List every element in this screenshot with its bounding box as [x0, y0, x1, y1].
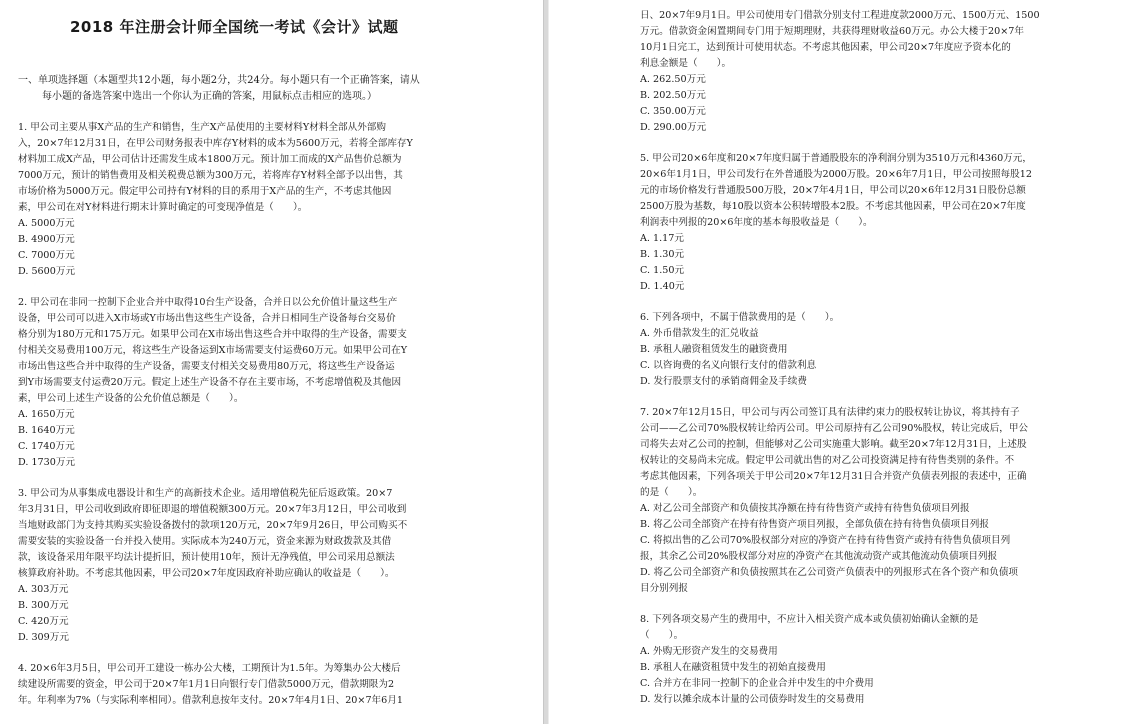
question-text-line: 公司——乙公司70%股权转让给丙公司。甲公司原持有乙公司90%股权，转让完成后，甲公 — [640, 423, 1029, 434]
question-text-line: 20×6年1月1日，甲公司发行在外普通股为2000万股。20×6年7月1日，甲公司按照每股12 — [640, 169, 1032, 180]
question-text-line: 当地财政部门为支持其购买实验设备拨付的款项120万元，20×7年9月26日，甲公司购买不 — [18, 520, 408, 531]
question-text-line: 需要安装的实验设备一台并投入使用。实际成本为240万元，资金来源为财政拨款及其借 — [18, 536, 392, 547]
answer-option[interactable]: B. 4900万元 — [18, 234, 75, 245]
question-text-line: 年。年利率为7%（与实际利率相同）。借款利息按年支付。20×7年4月1日、20×7年6月1 — [18, 695, 403, 706]
question-text-line: 7000万元，预计的销售费用及相关税费总额为300万元，若将库存Y材料全部予以出售，其 — [18, 170, 403, 181]
question-block — [640, 612, 1080, 708]
question-text-line: 付相关交易费用100万元，将这些生产设备运到X市场需要支付运费60万元。如果甲公司在Y — [18, 345, 408, 356]
question-text-line: 市场出售这些合并中取得的生产设备，需要支付相关交易费用80万元，将这些生产设备运 — [18, 361, 395, 372]
question-text-line: 格分别为180万元和175万元。如果甲公司在X市场出售这些合并中取得的生产设备，需要支 — [18, 329, 407, 340]
question-text-line: 1. 甲公司主要从事X产品的生产和销售，生产X产品使用的主要材料Y材料全部从外部购 — [18, 122, 386, 133]
answer-option[interactable]: A. 外购无形资产发生的交易费用 — [640, 646, 778, 657]
answer-option[interactable]: D. 5600万元 — [18, 266, 76, 277]
question-text-line: 入，20×7年12月31日，在甲公司财务报表中库存Y材料的成本为5600万元，若将全部库存Y — [18, 138, 413, 149]
question-block — [640, 405, 1080, 597]
question-block — [640, 151, 1080, 295]
answer-option[interactable]: B. 300万元 — [18, 600, 69, 611]
answer-option[interactable]: B. 1.30元 — [640, 249, 685, 260]
question-text-line: （ ）。 — [640, 630, 684, 641]
question-text-line: 年3月31日，甲公司收到政府即征即退的增值税额300万元。20×7年3月12日，甲公司收到 — [18, 504, 407, 515]
question-text-line: 素，甲公司在对Y材料进行期末计算时确定的可变现净值是（ ）。 — [18, 202, 308, 213]
answer-option[interactable]: C. 1.50元 — [640, 265, 685, 276]
answer-option[interactable]: C. 7000万元 — [18, 250, 75, 261]
answer-option[interactable]: C. 1740万元 — [18, 441, 75, 452]
answer-option[interactable]: C. 将拟出售的乙公司70%股权部分对应的净资产在持有待售资产或持有待售负债项目列 — [640, 535, 1011, 546]
question-text-line: 的是（ ）。 — [640, 487, 703, 498]
answer-option[interactable]: D. 309万元 — [18, 632, 69, 643]
question-text-line: 司将失去对乙公司的控制，但能够对乙公司实施重大影响。截至20×7年12月31日，上述股 — [640, 439, 1027, 450]
question-text-line: 设备，甲公司可以进入X市场或Y市场出售这些生产设备，合并日相同生产设备每台交易价 — [18, 313, 396, 324]
answer-option[interactable]: B. 1640万元 — [18, 425, 75, 436]
question-text-line: 7. 20×7年12月15日，甲公司与丙公司签订具有法律约束力的股权转让协议，将其持有子 — [640, 407, 1020, 418]
question-text-line: 核算政府补助。不考虑其他因素，甲公司20×7年度因政府补助应确认的收益是（ ）。 — [18, 568, 395, 579]
answer-option[interactable]: B. 承租人在融资租赁中发生的初始直接费用 — [640, 662, 826, 673]
question-text-line: 市场价格为5000万元。假定甲公司持有Y材料的目的系用于X产品的生产，不考虑其他因 — [18, 186, 392, 197]
question-text-line: 续建设所需要的资金，甲公司于20×7年1月1日向银行专门借款5000万元，借款期限为2 — [18, 679, 395, 690]
question-text-line: 日、20×7年9月1日。甲公司使用专门借款分别支付工程进度款2000万元、1500万元、1500 — [640, 10, 1040, 21]
right-question-list — [640, 8, 1080, 708]
answer-option[interactable]: C. 350.00万元 — [640, 106, 706, 117]
question-block — [18, 120, 458, 280]
answer-option[interactable]: C. 以咨询费的名义向银行支付的借款利息 — [640, 360, 817, 371]
answer-option[interactable]: A. 对乙公司全部资产和负债按其净额在持有待售资产或持有待售负债项目列报 — [640, 503, 970, 514]
question-text-line: 素，甲公司上述生产设备的公允价值总额是（ ）。 — [18, 393, 244, 404]
question-text-line: 考虑其他因素，下列各项关于甲公司20×7年12月31日合并资产负债表列报的表述中，正确 — [640, 471, 1027, 482]
answer-option[interactable]: A. 262.50万元 — [640, 74, 706, 85]
answer-option[interactable]: B. 承租人融资租赁发生的融资费用 — [640, 344, 788, 355]
question-block — [18, 295, 458, 471]
answer-option[interactable]: B. 202.50万元 — [640, 90, 706, 101]
page-title: 2018 年注册会计师全国统一考试《会计》试题 — [70, 18, 399, 36]
answer-option[interactable]: A. 5000万元 — [18, 218, 75, 229]
question-text-line: 2. 甲公司在非同一控制下企业合并中取得10台生产设备，合并日以公允价值计量这些生产 — [18, 297, 398, 308]
question-text-line: 权转让的交易尚未完成。假定甲公司就出售的对乙公司投资满足持有待售类别的条件。不 — [640, 455, 1015, 466]
page-divider — [543, 0, 549, 724]
answer-option[interactable]: D. 290.00万元 — [640, 122, 707, 133]
answer-option[interactable]: D. 1.40元 — [640, 281, 685, 292]
question-text-line: 3. 甲公司为从事集成电器设计和生产的高新技术企业。适用增值税先征后返政策。20×7 — [18, 488, 393, 499]
answer-option[interactable]: C. 合并方在非同一控制下的企业合并中发生的中介费用 — [640, 678, 874, 689]
question-text-line: 利息金额是（ ）。 — [640, 58, 732, 69]
question-text-line: 4. 20×6年3月5日，甲公司开工建设一栋办公大楼，工期预计为1.5年。为筹集办公大楼后 — [18, 663, 401, 674]
answer-option[interactable]: C. 420万元 — [18, 616, 69, 627]
answer-option[interactable]: D. 发行以摊余成本计量的公司债券时发生的交易费用 — [640, 694, 865, 705]
question-text-line: 8. 下列各项交易产生的费用中，不应计入相关资产成本或负债初始确认金额的是 — [640, 614, 979, 625]
answer-option[interactable]: 目分别列报 — [640, 583, 688, 594]
answer-option[interactable]: D. 1730万元 — [18, 457, 76, 468]
right-page — [640, 0, 1080, 724]
left-page — [18, 0, 458, 724]
left-question-list — [18, 120, 458, 709]
question-text-line: 5. 甲公司20×6年度和20×7年度归属于普通股股东的净利润分别为3510万元和4360万元， — [640, 153, 1032, 164]
question-block — [18, 661, 458, 709]
question-block — [640, 310, 1080, 390]
question-text-line: 到Y市场需要支付运费20万元。假定上述生产设备不存在主要市场，不考虑增值税及其他因 — [18, 377, 402, 388]
section-heading-line-2: 每小题的备选答案中选出一个你认为正确的答案，用鼠标点击相应的选项。） — [42, 91, 377, 102]
answer-option[interactable]: 报，其余乙公司20%股权部分对应的净资产在其他流动资产或其他流动负债项目列报 — [640, 551, 998, 562]
answer-option[interactable]: D. 发行股票支付的承销商佣金及手续费 — [640, 376, 807, 387]
question-text-line: 2500万股为基数，每10股以资本公积转增股本2股。不考虑其他因素，甲公司在20×7年度 — [640, 201, 1026, 212]
answer-option[interactable]: A. 1.17元 — [640, 233, 684, 244]
answer-option[interactable]: A. 1650万元 — [18, 409, 75, 420]
question-text-line: 6. 下列各项中，不属于借款费用的是（ ）。 — [640, 312, 840, 323]
question-block — [18, 486, 458, 646]
question-text-line: 元的市场价格发行普通股500万股，20×7年4月1日，甲公司以20×6年12月31日股份总额 — [640, 185, 1026, 196]
question-text-line: 10月1日完工，达到预计可使用状态。不考虑其他因素，甲公司20×7年度应予资本化的 — [640, 42, 1011, 53]
answer-option[interactable]: A. 303万元 — [18, 584, 69, 595]
section-heading-line-1: 一、单项选择题（本题型共12小题，每小题2分，共24分。每小题只有一个正确答案，请从 — [18, 75, 420, 86]
question-text-line: 利润表中列报的20×6年度的基本每股收益是（ ）。 — [640, 217, 873, 228]
question-text-line: 万元。借款资金闲置期间专门用于短期理财，共获得理财收益60万元。办公大楼于20×7年 — [640, 26, 1024, 37]
answer-option[interactable]: D. 将乙公司全部资产和负债按照其在乙公司资产负债表中的列报形式在各个资产和负债项 — [640, 567, 1019, 578]
question-text-line: 材料加工成X产品，甲公司估计还需发生成本1800万元。预计加工而成的X产品售价总额为 — [18, 154, 402, 165]
answer-option[interactable]: B. 将乙公司全部资产在持有待售资产项目列报，全部负债在持有待售负债项目列报 — [640, 519, 989, 530]
section-heading — [18, 73, 458, 105]
question-text-line: 款，该设备采用年限平均法计提折旧，预计使用10年，预计无净残值，甲公司采用总额法 — [18, 552, 395, 563]
answer-option[interactable]: A. 外币借款发生的汇兑收益 — [640, 328, 759, 339]
question-block — [640, 8, 1080, 136]
